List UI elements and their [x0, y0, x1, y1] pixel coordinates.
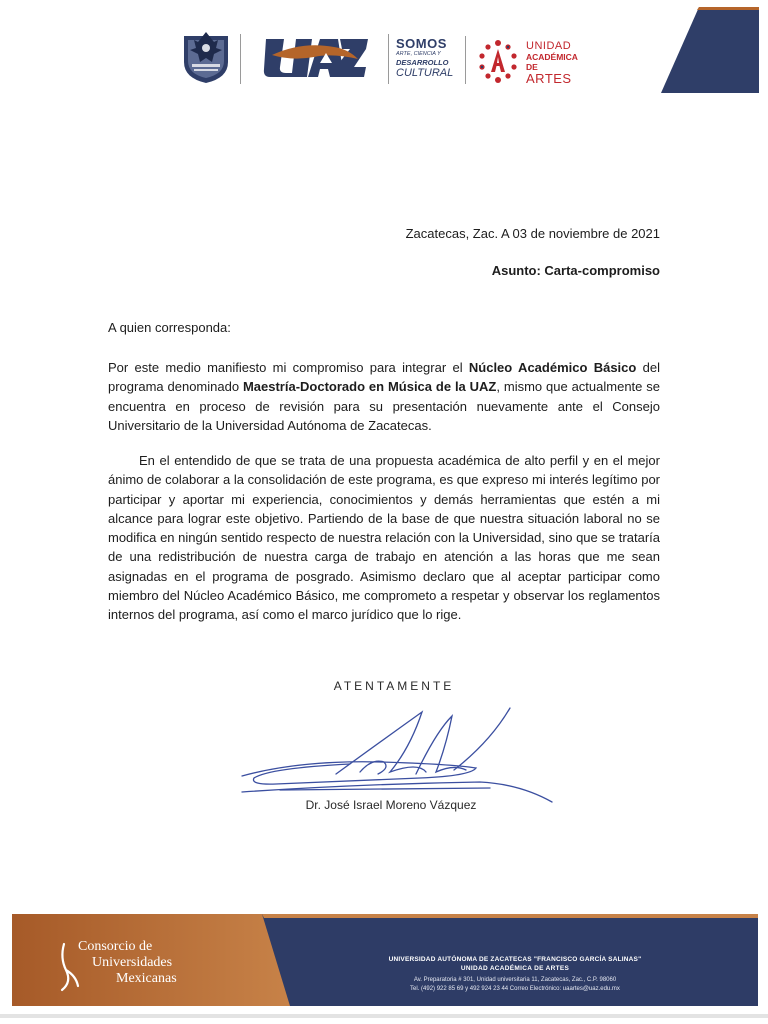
- consorcio-line-3: Mexicanas: [116, 971, 177, 986]
- somos-line-4: CULTURAL: [396, 67, 454, 79]
- uaz-crest-logo: [180, 28, 232, 84]
- handwritten-signature: [240, 702, 560, 810]
- somos-slogan: [396, 37, 460, 79]
- paragraph-1-bold-a: Núcleo Académico Básico: [468, 360, 637, 375]
- paragraph-1-bold-b: Maestría-Doctorado en Música de la UAZ: [242, 379, 497, 395]
- consorcio-line-2: Universidades: [92, 955, 173, 970]
- footer-contact-block: [340, 955, 690, 994]
- signer-name: Dr. José Israel Moreno Vázquez: [305, 798, 477, 812]
- unidad-line-3: ARTES: [526, 71, 572, 86]
- unidad-artes-star-icon: [474, 38, 522, 84]
- corner-decoration: [661, 5, 759, 93]
- page-bottom-edge: [0, 1014, 768, 1018]
- consorcio-line-1: Consorcio de: [78, 939, 153, 954]
- unidad-line-2: ACADÉMICA DE: [526, 52, 578, 72]
- somos-line-1: SOMOS: [396, 36, 447, 51]
- somos-line-3: DESARROLLO: [396, 58, 449, 67]
- footer-contact: Tel. (492) 922 85 69 y 492 924 23 44 Correo Electrónico: uaartes@uaz.edu.mx: [410, 986, 620, 992]
- salutation: A quien corresponda:: [108, 320, 231, 335]
- paragraph-1-text-c: , mismo que actualmente se encuentra en proceso de revisión para su presentación nuevamente ante el Consejo Universitario de la Universidad Autónoma de Zacatecas.: [108, 379, 660, 433]
- letter-subject: Asunto: Carta-compromiso: [491, 263, 660, 278]
- footer-unit: UNIDAD ACADÉMICA DE ARTES: [460, 965, 570, 972]
- unidad-academica-artes-label: [526, 40, 578, 86]
- uaz-logo: [262, 33, 370, 83]
- closing-text: ATENTAMENTE: [333, 679, 455, 693]
- place-and-date: Zacatecas, Zac. A 03 de noviembre de 2021: [405, 226, 660, 241]
- consorcio-logo-text: [72, 939, 212, 987]
- paragraph-1-text-a: Por este medio manifiesto mi compromiso para integrar el: [108, 360, 469, 375]
- header-divider: [240, 34, 241, 84]
- somos-line-2: ARTE, CIENCIA Y: [396, 51, 441, 57]
- closing-line: [0, 679, 768, 693]
- footer-address: Av. Preparatoria # 301, Unidad universitaria 11, Zacatecas, Zac., C.P. 98060: [413, 977, 617, 983]
- paragraph-1: [108, 358, 660, 435]
- paragraph-2: En el entendido de que se trata de una propuesta académica de alto perfil y en el mejor ánimo de colaborar a la consolidación de este programa, es que expreso mi interés legítimo por participar y aportar mi experiencia, conocimientos y demás herramientas que estén a mi alcance para lograr este objetivo. Partiendo de la base de que nuestra situación laboral no se modifica en ningún sentido respecto de nuestra relación con la Universidad, sino que se trataría de una redistribución de nuestra carga de trabajo en atención a las horas que me sean asignadas en el programa de posgrado. Asimismo declaro que al aceptar participar como miembro del Núcleo Académico Básico, me comprometo a respetar y observar los reglamentos internos del programa, así como el marco jurídico que lo rige.: [108, 453, 660, 623]
- unidad-line-1: UNIDAD: [526, 40, 572, 52]
- header-divider: [465, 36, 466, 84]
- signer-name-line: [0, 798, 768, 812]
- footer-university: UNIVERSIDAD AUTÓNOMA DE ZACATECAS "FRANCISCO GARCÍA SALINAS": [388, 956, 642, 963]
- paragraph-1-text-b: del programa denominado: [108, 360, 660, 395]
- header-divider: [388, 34, 389, 84]
